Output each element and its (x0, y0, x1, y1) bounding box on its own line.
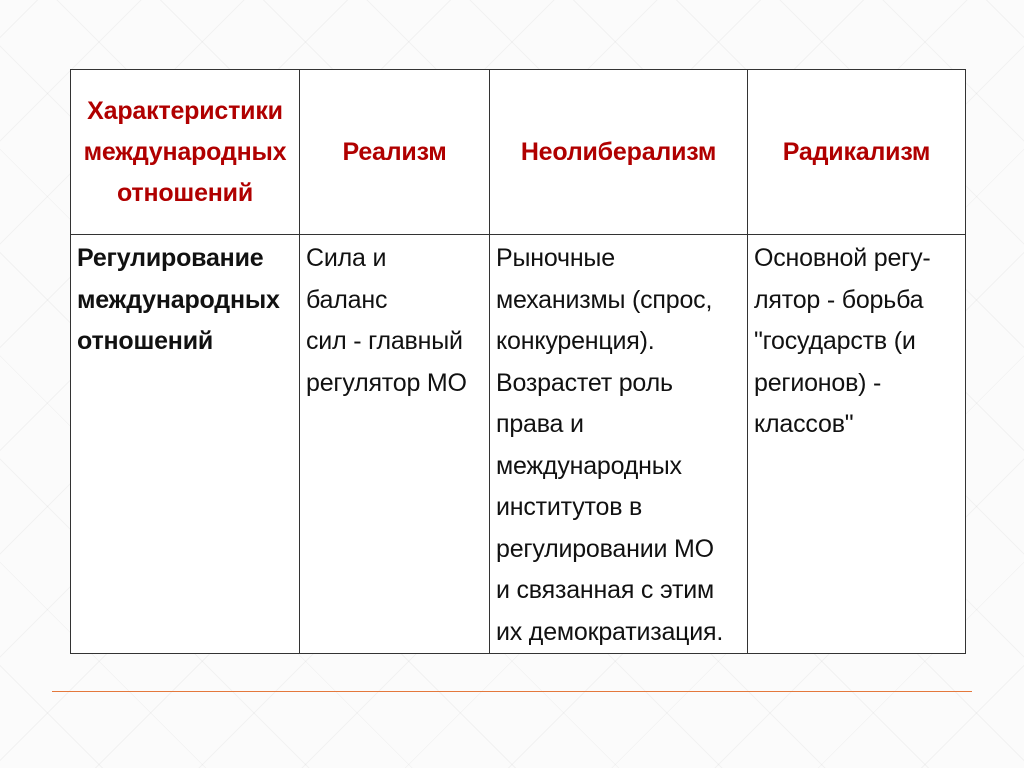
realism-cell (300, 235, 490, 654)
table-row (71, 235, 966, 654)
header-cell-characteristics (71, 70, 300, 235)
table-header-row (71, 70, 966, 235)
header-cell-realism (300, 70, 490, 235)
neoliberalism-cell (490, 235, 748, 654)
header-radicalism-text: Радикализм (782, 137, 931, 166)
realism-text: Сила и баланс сил - главный регулятор МО (306, 244, 467, 397)
header-realism-text: Реализм (342, 137, 447, 166)
radicalism-text: Основной регу- лятор - борьба "государств (и регионов) - классов" (754, 244, 931, 438)
header-cell-radicalism (748, 70, 966, 235)
row-label-text: Регулирование международных отношений (77, 244, 280, 355)
radicalism-cell (748, 235, 966, 654)
neoliberalism-text: Рыночные механизмы (спрос, конкуренция). Возрастет роль права и международных институтов в регулировании МО и связанная с этим их демократизация. (496, 244, 724, 646)
comparison-table (70, 69, 966, 654)
header-neoliberalism-text: Неолиберализм (520, 137, 717, 166)
footer-divider (52, 691, 972, 692)
header-characteristics-text: Характеристики международных отношений (83, 96, 287, 207)
row-label-cell (71, 235, 300, 654)
header-cell-neoliberalism (490, 70, 748, 235)
